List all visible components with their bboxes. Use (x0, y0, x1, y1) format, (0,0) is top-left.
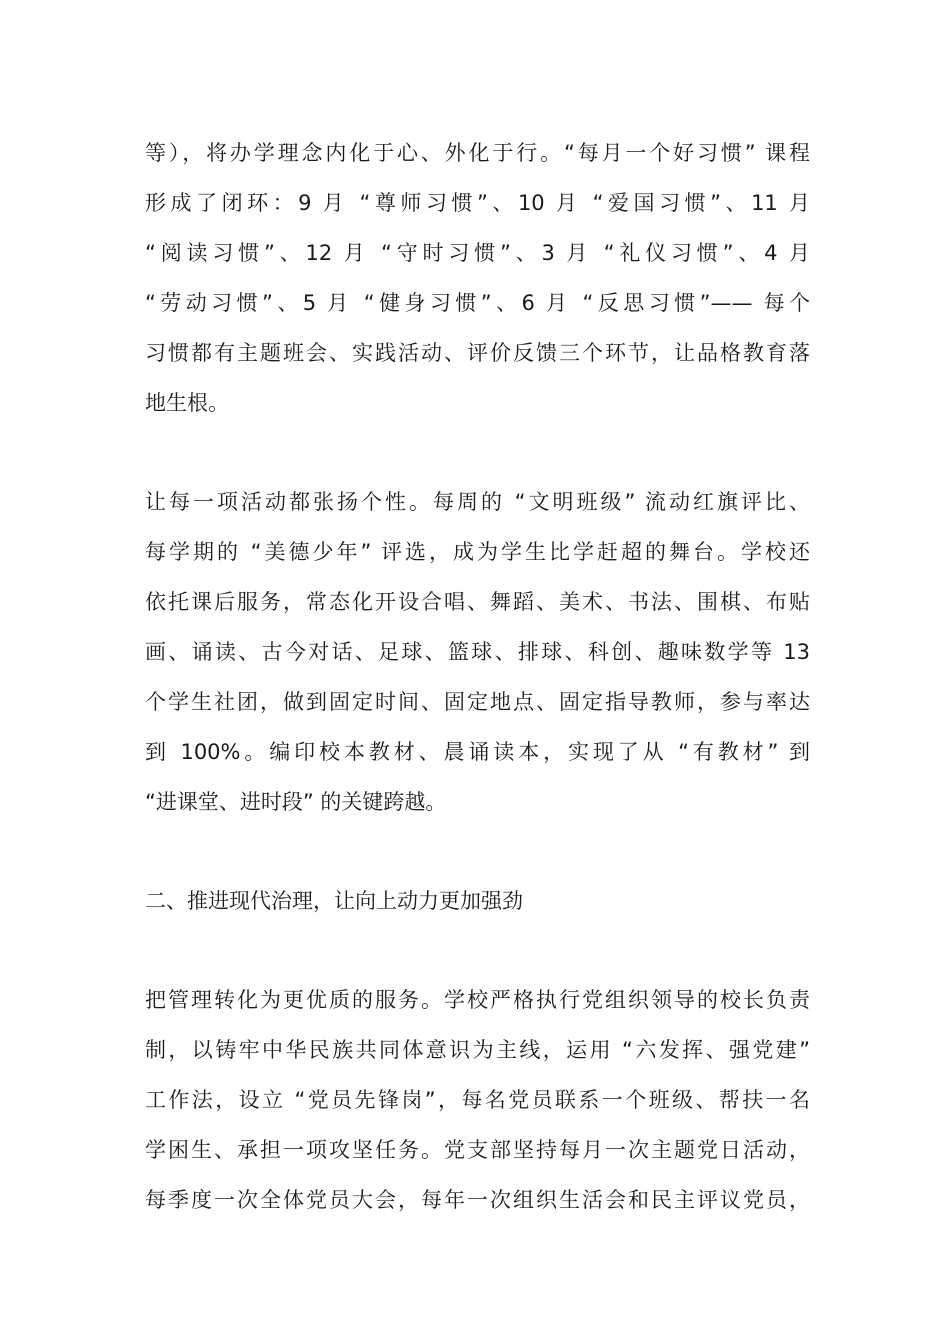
paragraph-line: 每季度一次全体党员大会，每年一次组织生活会和民主评议党员， (145, 1188, 810, 1212)
paragraph-line: 形成了闭环：9 月 “尊师习惯”、10 月 “爱国习惯”、11 月 (145, 191, 810, 215)
paragraph-spacer (145, 428, 810, 477)
paragraph-line: 制，以铸牢中华民族共同体意识为主线，运用 “六发挥、强党建” (145, 1038, 810, 1062)
paragraph-governance (145, 975, 810, 1225)
paragraph-line: “劳动习惯”、5 月 “健身习惯”、6 月 “反思习惯”—— 每个 (145, 291, 810, 315)
paragraph-line: 每学期的 “美德少年” 评选，成为学生比学赶超的舞台。学校还 (145, 540, 810, 564)
paragraph-spacer (145, 827, 810, 876)
paragraph-line: “阅读习惯”、12 月 “守时习惯”、3 月 “礼仪习惯”、4 月 (145, 241, 810, 265)
paragraph-line: 让每一项活动都张扬个性。每周的 “文明班级” 流动红旗评比、 (145, 490, 810, 514)
paragraph-line: 把管理转化为更优质的服务。学校严格执行党组织领导的校长负责 (145, 988, 810, 1012)
paragraph-line: 等），将办学理念内化于心、外化于行。“每月一个好习惯” 课程 (145, 141, 810, 165)
paragraph-line: “进课堂、进时段” 的关键跨越。 (145, 790, 447, 814)
paragraph-line: 依托课后服务，常态化开设合唱、舞蹈、美术、书法、围棋、布贴 (145, 590, 810, 614)
paragraph-habits (145, 128, 810, 428)
paragraph-line: 地生根。 (145, 391, 229, 415)
paragraph-activities (145, 477, 810, 827)
paragraph-line: 工作法，设立 “党员先锋岗”，每名党员联系一个班级、帮扶一名 (145, 1088, 810, 1112)
section-heading: 二、推进现代治理，让向上动力更加强劲 (145, 889, 523, 913)
paragraph-line: 习惯都有主题班会、实践活动、评价反馈三个环节，让品格教育落 (145, 341, 810, 365)
paragraph-line: 个学生社团，做到固定时间、固定地点、固定指导教师，参与率达 (145, 690, 810, 714)
paragraph-spacer (145, 926, 810, 975)
paragraph-line: 画、诵读、古今对话、足球、篮球、排球、科创、趣味数学等 13 (145, 640, 810, 664)
document-body (145, 128, 810, 1225)
paragraph-line: 到 100%。编印校本教材、晨诵读本，实现了从 “有教材” 到 (145, 740, 810, 764)
paragraph-line: 学困生、承担一项攻坚任务。党支部坚持每月一次主题党日活动， (145, 1138, 810, 1162)
